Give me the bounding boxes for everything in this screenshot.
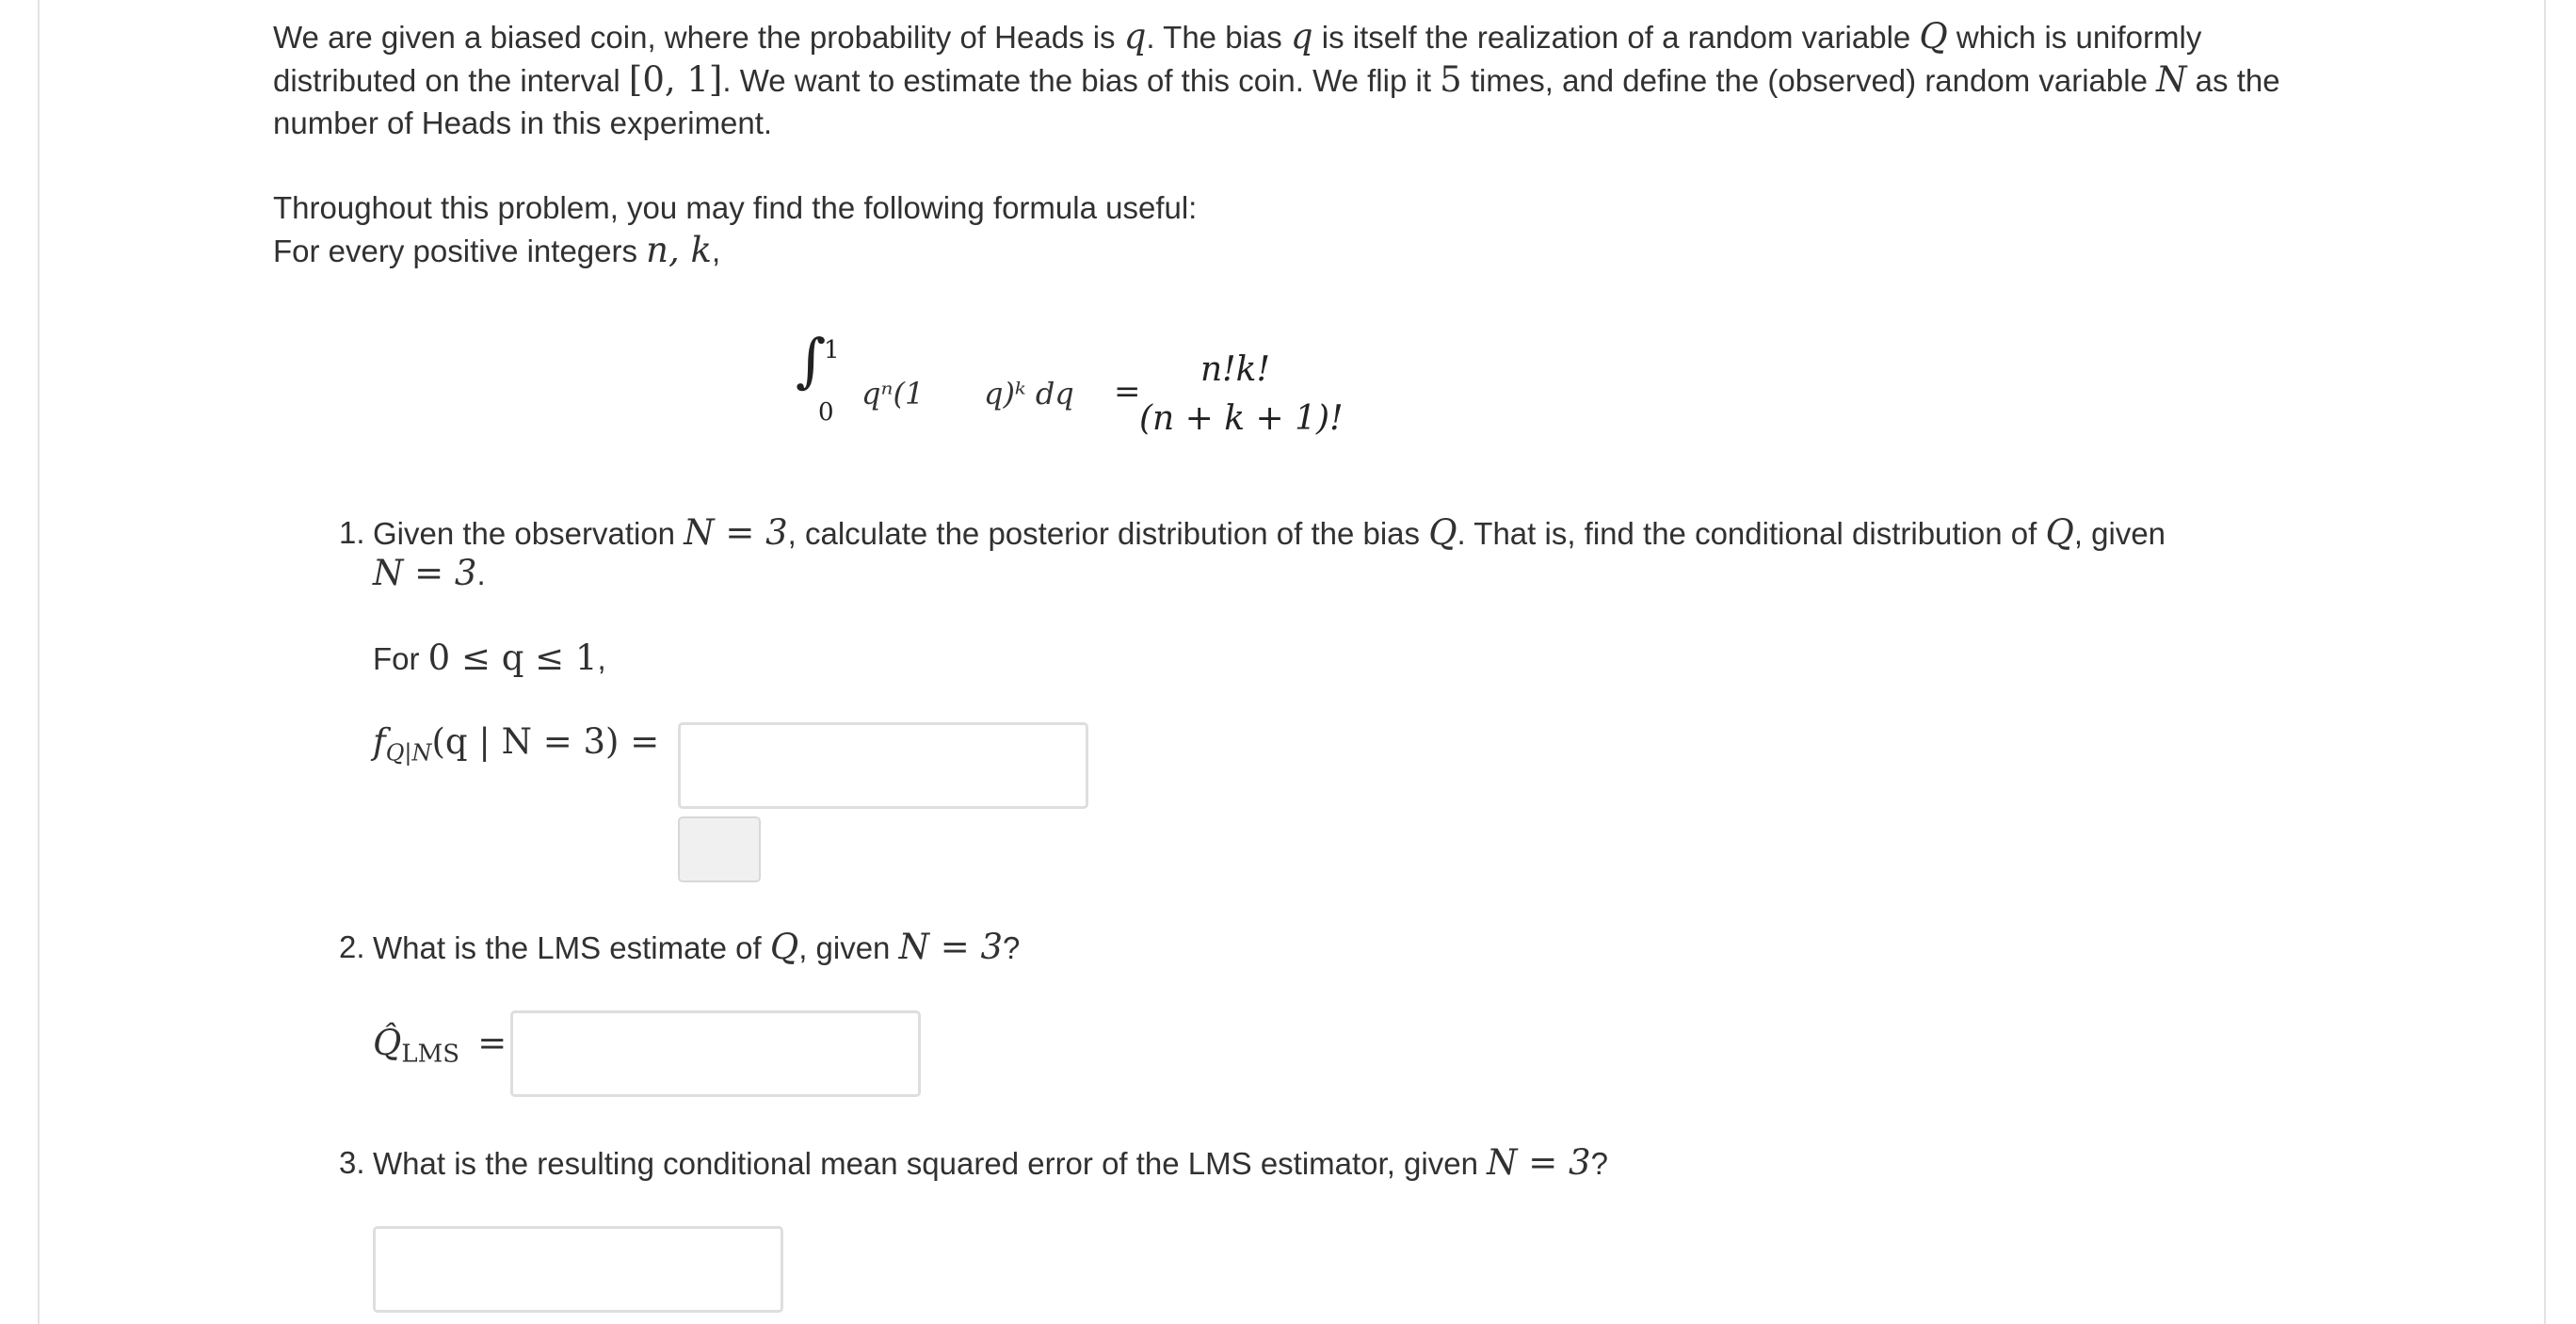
formula-intro-paragraph bbox=[273, 186, 2382, 272]
question-1-number: 1. bbox=[339, 515, 365, 550]
mse-answer-input[interactable] bbox=[373, 1226, 783, 1313]
intro-line-1: We are given a biased coin, where the probability of Heads is q. The bias q is itself the realization of a random variable Q which is uniformly bbox=[273, 16, 2202, 57]
integrand-clip bbox=[861, 376, 1116, 412]
question-1-line-2: N = 3. bbox=[373, 553, 486, 593]
formula-numerator: n!k! bbox=[1200, 350, 1270, 389]
integrand-end: q)ᵏ dq bbox=[984, 376, 1074, 412]
right-frame-border bbox=[2544, 0, 2546, 1324]
left-frame-border bbox=[38, 0, 40, 1324]
formula-preview-button[interactable] bbox=[678, 816, 761, 882]
formula-denominator-clip: (n + k + 1)! bbox=[1139, 399, 1344, 438]
intro-paragraph bbox=[273, 15, 2382, 144]
intro-line-3: number of Heads in this experiment. bbox=[273, 105, 773, 140]
question-3-number: 3. bbox=[339, 1145, 365, 1180]
beta-integral-formula bbox=[796, 326, 1473, 438]
formula-intro-line-1: Throughout this problem, you may find the following formula useful: bbox=[273, 190, 1198, 225]
integral-upper-limit: 1 bbox=[824, 336, 840, 364]
lms-estimate-input[interactable] bbox=[510, 1010, 921, 1097]
integral-sign: ∫ bbox=[796, 326, 827, 395]
formula-intro-line-2: For every positive integers n, k, bbox=[273, 230, 721, 270]
question-3-text: What is the resulting conditional mean squared error of the LMS estimator, given N = 3? bbox=[373, 1142, 1608, 1183]
question-1-answer-label: $f_{Q|N}(q$ | N = 3) = bbox=[373, 721, 660, 767]
intro-line-2: distributed on the interval [0, 1]. We want to estimate the bias of this coin. We flip it 5 times, and define the (observed) random variable N as the bbox=[273, 59, 2280, 100]
integrand-start: qⁿ(1 bbox=[861, 376, 925, 412]
question-2-answer-label: $Q̂_{LMS}$ = bbox=[373, 1023, 507, 1069]
question-1-range: For 0 ≤ q ≤ 1, bbox=[373, 638, 606, 678]
question-2-text: What is the LMS estimate of Q, given N = 3? bbox=[373, 927, 1021, 967]
question-1-line-1: Given the observation N = 3, calculate the posterior distribution of the bias Q. That is, find the conditional distribution of Q, given bbox=[373, 512, 2166, 553]
integral-lower-limit: 0 bbox=[818, 398, 834, 427]
question-2-number: 2. bbox=[339, 929, 365, 964]
posterior-answer-input[interactable] bbox=[678, 722, 1088, 809]
integral-equals-clip: = bbox=[1114, 373, 1141, 411]
